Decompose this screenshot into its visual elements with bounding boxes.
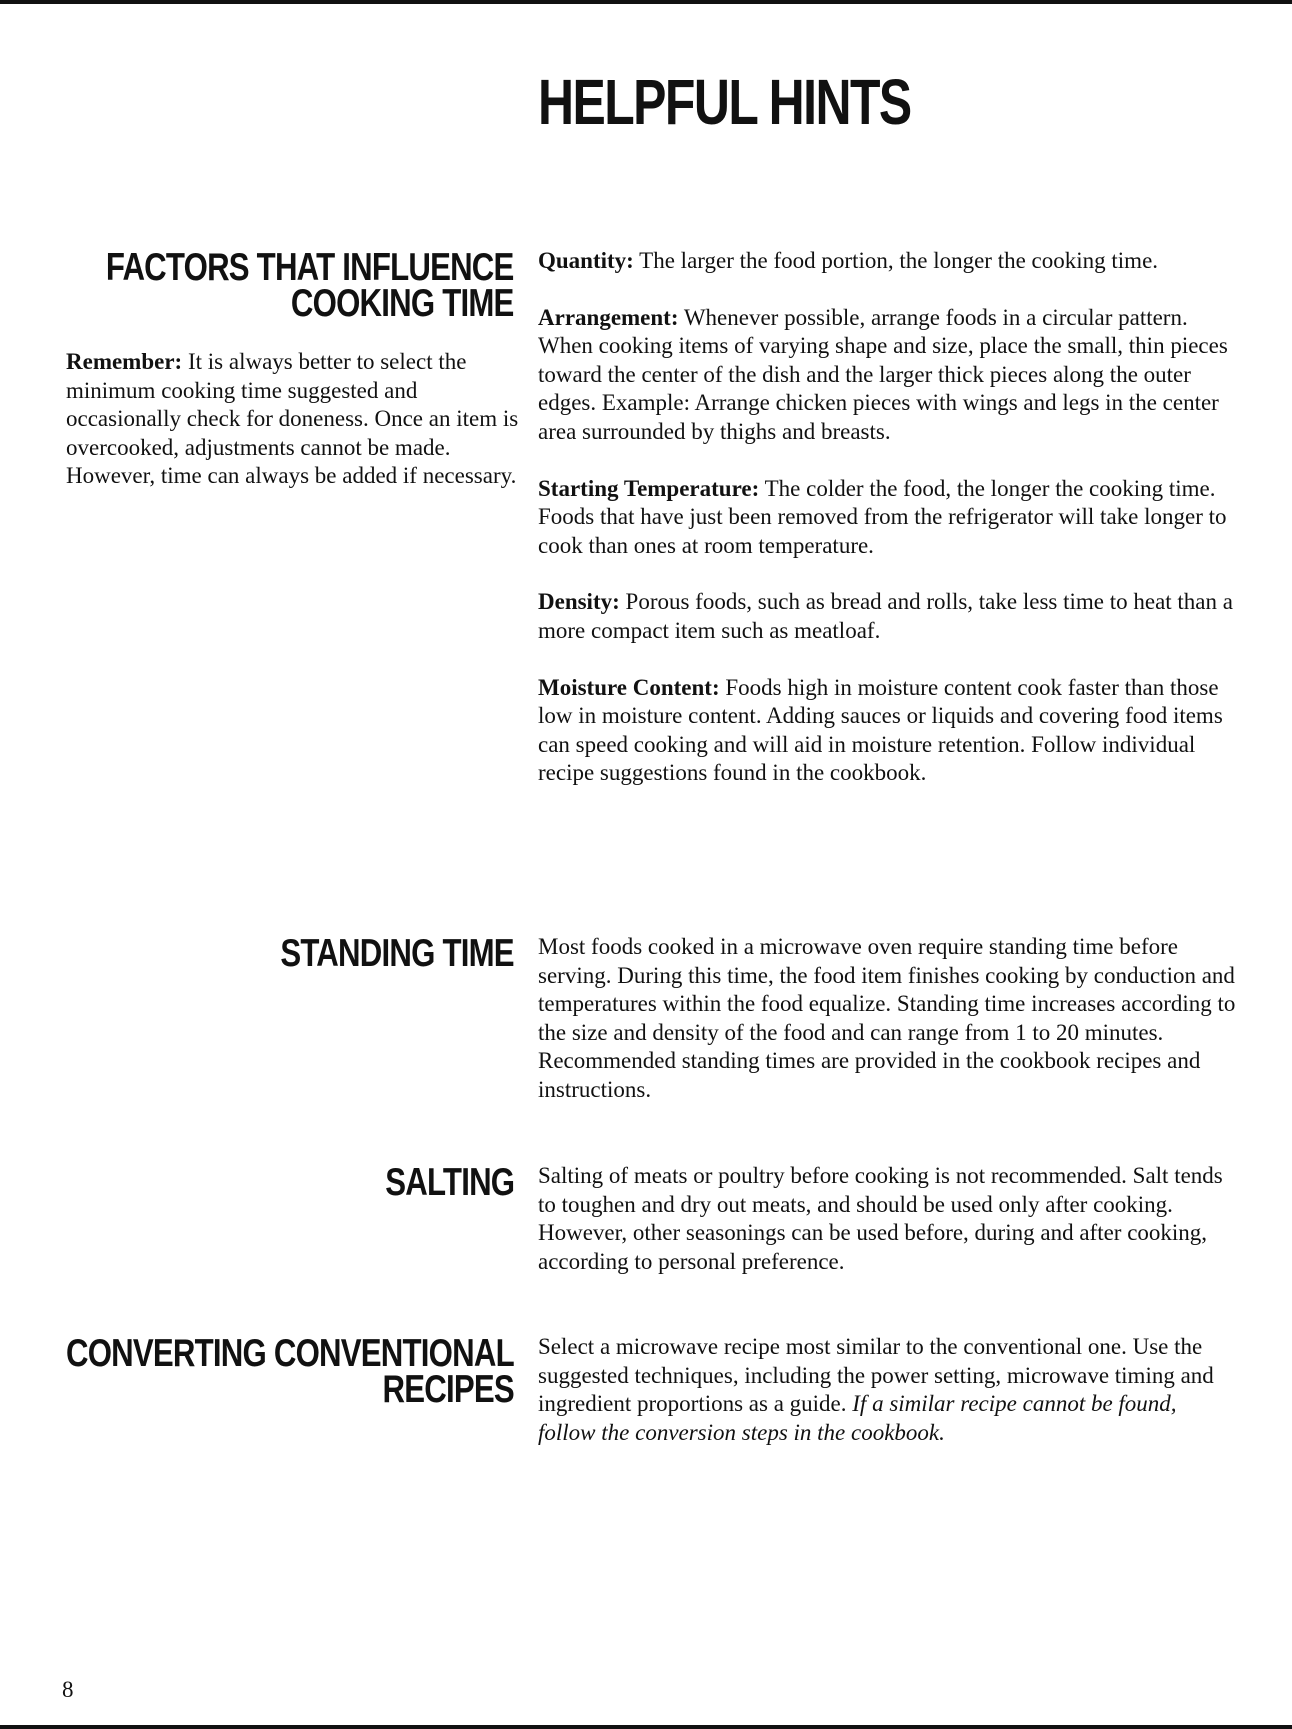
converting-text-block bbox=[538, 1333, 1238, 1447]
factor-moisture-content bbox=[538, 674, 1238, 788]
factor-density bbox=[538, 588, 1238, 645]
converting-text: Select a microwave recipe most similar to the conventional one. Use the suggested techniques, including the power setting, microwave timing and ingredient proportions as a guide. bbox=[538, 1334, 1214, 1417]
bottom-border-rule bbox=[0, 1725, 1292, 1729]
factor-starting-temperature bbox=[538, 475, 1238, 561]
factor-arrangement bbox=[538, 304, 1238, 447]
heading-salting bbox=[384, 1161, 514, 1204]
factor-label: Starting Temperature: bbox=[538, 475, 760, 501]
standing-time-text: Most foods cooked in a microwave oven require standing time before serving. During this time, the food item finishes cooking by conduction and temperatures within the food equalize. Standing time increases according to the size and density of the food and can range from 1 to 20 minutes. Recommended standing times are provided in the cookbook recipes and instructions. bbox=[538, 934, 1236, 1102]
remember-text: It is always better to select the minimum cooking time suggested and occasionally check for doneness. Once an item is overcooked, adjustments cannot be made. However, time can always be added if necessary. bbox=[66, 349, 519, 489]
factors-list bbox=[538, 247, 1238, 816]
heading-factors-line1: FACTORS THAT INFLUENCE bbox=[106, 246, 514, 289]
remember-note bbox=[66, 348, 526, 491]
salting-text: Salting of meats or poultry before cooking is not recommended. Salt tends to toughen and dry out meats, and should be used only after cooking. However, other seasonings can be used before, during and after cooking, according to personal preference. bbox=[538, 1163, 1223, 1274]
heading-standing-time-text: STANDING TIME bbox=[280, 932, 514, 975]
heading-converting-line2: RECIPES bbox=[382, 1368, 514, 1411]
factor-quantity bbox=[538, 247, 1238, 276]
factor-text: The larger the food portion, the longer the cooking time. bbox=[633, 248, 1159, 273]
heading-converting-line1: CONVERTING CONVENTIONAL bbox=[66, 1332, 514, 1375]
factor-text: Porous foods, such as bread and rolls, take less time to heat than a more compact item such as meatloaf. bbox=[538, 589, 1233, 643]
factor-text: Whenever possible, arrange foods in a circular pattern. When cooking items of varying shape and size, place the small, thin pieces toward the center of the dish and the larger thick pieces along the outer edges. Example: Arrange chicken pieces with wings and legs in the center area surrounded by thighs and breasts. bbox=[538, 304, 1228, 444]
factor-text: The colder the food, the longer the cooking time. Foods that have just been removed from the refrigerator will take longer to cook than ones at room temperature. bbox=[538, 475, 1227, 558]
factor-label: Quantity: bbox=[538, 248, 634, 273]
converting-italic-note: If a similar recipe cannot be found, follow the conversion steps in the cookbook. bbox=[538, 1391, 1177, 1445]
factor-label: Density: bbox=[538, 589, 620, 615]
remember-label: Remember: bbox=[66, 349, 183, 374]
heading-factors-line2: COOKING TIME bbox=[291, 282, 514, 325]
factor-label: Arrangement: bbox=[538, 304, 679, 330]
factor-label: Moisture Content: bbox=[538, 674, 720, 700]
page-title: HELPFUL HINTS bbox=[538, 66, 911, 138]
heading-factors bbox=[106, 246, 514, 325]
factor-text: Foods high in moisture content cook faster than those low in moisture content. Adding sauces or liquids and covering food items can speed cooking and will aid in moisture retention. Follow individual recipe suggestions found in the cookbook. bbox=[538, 674, 1223, 786]
heading-standing-time bbox=[280, 932, 514, 975]
top-border-rule bbox=[0, 0, 1292, 4]
heading-converting bbox=[66, 1332, 514, 1411]
page-number: 8 bbox=[62, 1677, 74, 1702]
heading-salting-text: SALTING bbox=[384, 1161, 514, 1204]
